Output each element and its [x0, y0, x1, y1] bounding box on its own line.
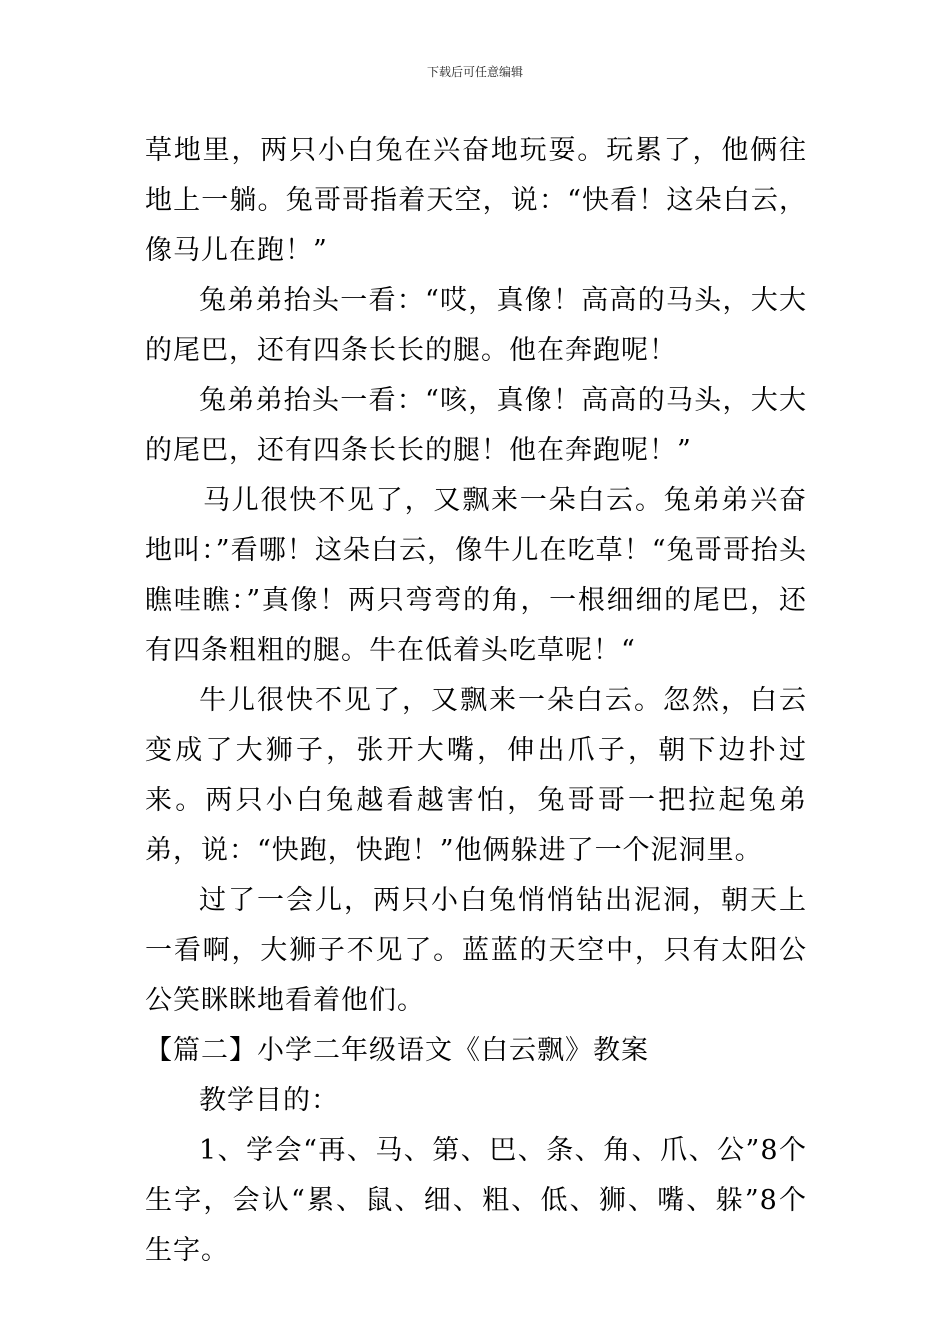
- paragraph-6: 过了一会儿，两只小白兔悄悄钻出泥洞，朝天上一看啊，大狮子不见了。蓝蓝的天空中，只有太阳公公笑眯眯地看着他们。: [145, 885, 807, 1016]
- objectives-label: 教学目的：: [199, 1085, 339, 1116]
- section-heading: 【篇二】小学二年级语文《白云飘》教案: [145, 1035, 649, 1066]
- paragraph-4: 马儿很快不见了，又飘来一朵白云。兔弟弟兴奋地叫：”看哪！这朵白云，像牛儿在吃草！“兔哥哥抬头瞧哇瞧：”真像！两只弯弯的角，一根细细的尾巴，还有四条粗粗的腿。牛在低着头吃草呢！“: [145, 485, 807, 666]
- paragraph-5: 牛儿很快不见了，又飘来一朵白云。忽然，白云变成了大狮子，张开大嘴，伸出爪子，朝下边扑过来。两只小白兔越看越害怕，兔哥哥一把拉起兔弟弟，说：“快跑，快跑！”他俩躲进了一个泥洞里。: [145, 685, 807, 866]
- page-header: 下载后可任意编辑: [426, 65, 523, 79]
- document-body: [145, 126, 807, 1276]
- paragraph-2: 兔弟弟抬头一看：“哎，真像！高高的马头，大大的尾巴，还有四条长长的腿。他在奔跑呢！: [145, 285, 807, 366]
- paragraph-1: 草地里，两只小白兔在兴奋地玩耍。玩累了，他俩往地上一躺。兔哥哥指着天空，说：“快看！这朵白云，像马儿在跑！”: [145, 135, 807, 266]
- objective-item-1: 1、学会“再、马、第、巴、条、角、爪、公”8个生字，会认“累、鼠、细、粗、低、狮、嘴、躲”8个生字。: [145, 1135, 807, 1266]
- paragraph-3: 兔弟弟抬头一看：“咳，真像！高高的马头，大大的尾巴，还有四条长长的腿！他在奔跑呢！”: [145, 385, 807, 466]
